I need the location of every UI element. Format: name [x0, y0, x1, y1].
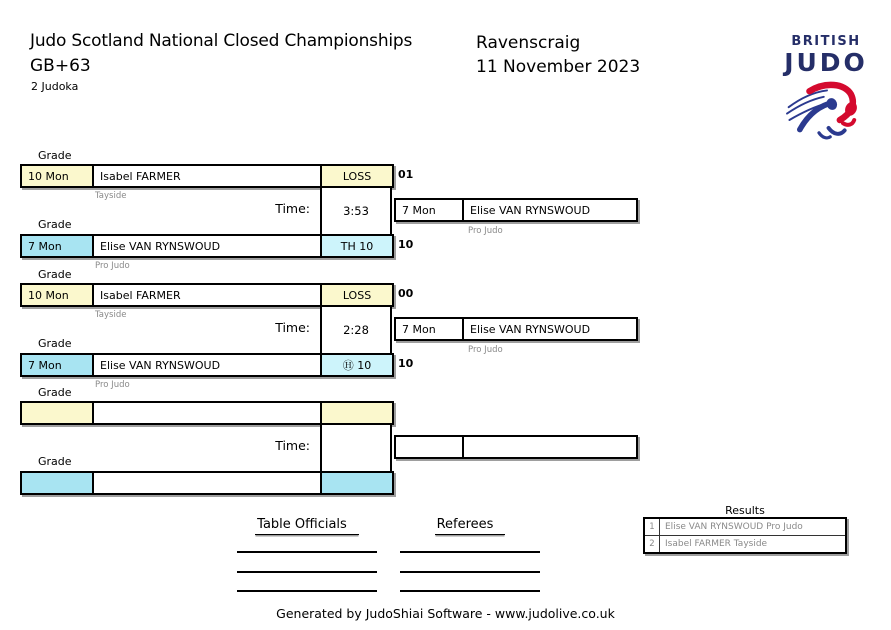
- winner-box: [394, 317, 638, 341]
- competitor-row-bottom: [20, 353, 394, 377]
- venue: Ravenscraig: [476, 33, 581, 53]
- competitor-grade: [22, 473, 92, 493]
- result-entry: Elise VAN RYNSWOUD Pro Judo: [665, 522, 803, 532]
- winner-grade: 7 Mon: [402, 203, 436, 217]
- match-time: 2:28: [320, 305, 392, 355]
- match-time: [320, 423, 392, 473]
- competitor-grade: 7 Mon: [22, 236, 92, 256]
- british-judo-logo: [776, 35, 876, 75]
- competitor-grade: [22, 403, 92, 423]
- competitor-grade: 10 Mon: [22, 285, 92, 305]
- winner-grade: [396, 437, 462, 457]
- competitor-name: Isabel FARMER: [92, 285, 320, 305]
- grade-label: Grade: [38, 218, 72, 231]
- time-label: Time:: [275, 201, 310, 216]
- signature-line: [237, 571, 377, 573]
- signature-line: [237, 551, 377, 553]
- time-label: Time:: [275, 320, 310, 335]
- match-points-top: 01: [398, 168, 414, 181]
- competitor-row-bottom: [20, 471, 394, 495]
- results-row: [645, 519, 845, 535]
- bracket-match-1: [0, 150, 891, 270]
- british-judo-figure-icon: [783, 80, 871, 144]
- competitor-name: Elise VAN RYNSWOUD: [92, 355, 320, 375]
- competitor-result: Ⓗ 10: [320, 355, 392, 375]
- competitor-name: Elise VAN RYNSWOUD: [92, 236, 320, 256]
- results-row: [645, 535, 845, 552]
- logo-text-british: BRITISH: [791, 34, 861, 49]
- grade-label: Grade: [38, 268, 72, 281]
- competitor-result: [320, 473, 392, 493]
- competitor-row-top: [20, 283, 394, 307]
- competitor-result: TH 10: [320, 236, 392, 256]
- match-time: 3:53: [320, 186, 392, 236]
- competitor-club: Pro Judo: [95, 261, 130, 271]
- winner-club: Pro Judo: [468, 226, 503, 236]
- competitor-grade: 7 Mon: [22, 355, 92, 375]
- time-label: Time:: [275, 438, 310, 453]
- competitor-name: [92, 473, 320, 493]
- match-points-top: 00: [398, 287, 414, 300]
- competitor-row-bottom: [20, 234, 394, 258]
- grade-label: Grade: [38, 337, 72, 350]
- signature-line: [400, 571, 540, 573]
- winner-grade: 7 Mon: [402, 322, 436, 336]
- competitor-club: Tayside: [95, 310, 127, 320]
- grade-label: Grade: [38, 455, 72, 468]
- competitor-result: LOSS: [320, 166, 392, 186]
- event-date: 11 November 2023: [476, 57, 641, 77]
- bracket-match-3: [0, 387, 891, 507]
- winner-box: [394, 435, 638, 459]
- competitor-row-top: [20, 164, 394, 188]
- winner-club: Pro Judo: [468, 345, 503, 355]
- competitor-club: Pro Judo: [95, 380, 130, 390]
- grade-label: Grade: [38, 386, 72, 399]
- winner-name: Elise VAN RYNSWOUD: [462, 319, 636, 339]
- result-entry: Isabel FARMER Tayside: [665, 539, 768, 549]
- competitor-club: Tayside: [95, 191, 127, 201]
- match-points-bottom: 10: [398, 357, 414, 370]
- competitor-result: LOSS: [320, 285, 392, 305]
- generator-credit: Generated by JudoShiai Software - www.judolive.co.uk: [276, 606, 615, 621]
- referees-heading: Referees: [395, 517, 545, 532]
- winner-box: [394, 198, 638, 222]
- competitor-name: Isabel FARMER: [92, 166, 320, 186]
- results-title: Results: [725, 504, 765, 517]
- bracket-match-2: [0, 269, 891, 389]
- competitor-grade: 10 Mon: [22, 166, 92, 186]
- competition-title: Judo Scotland National Closed Championships: [30, 31, 413, 51]
- competitor-result: [320, 403, 392, 423]
- match-points-bottom: 10: [398, 238, 414, 251]
- signature-line: [237, 590, 377, 592]
- grade-label: Grade: [38, 149, 72, 162]
- winner-name: Elise VAN RYNSWOUD: [462, 200, 636, 220]
- signature-line: [400, 590, 540, 592]
- result-place: 1: [645, 519, 660, 535]
- table-officials-heading: Table Officials: [232, 517, 382, 532]
- winner-name: [462, 437, 636, 457]
- competitor-name: [92, 403, 320, 423]
- competitor-row-top: [20, 401, 394, 425]
- weight-category: GB+63: [30, 56, 91, 76]
- results-table: [643, 517, 847, 554]
- result-place: 2: [645, 536, 660, 552]
- signature-line: [400, 551, 540, 553]
- entry-count: 2 Judoka: [31, 80, 79, 93]
- logo-text-judo: JUDO: [784, 48, 868, 77]
